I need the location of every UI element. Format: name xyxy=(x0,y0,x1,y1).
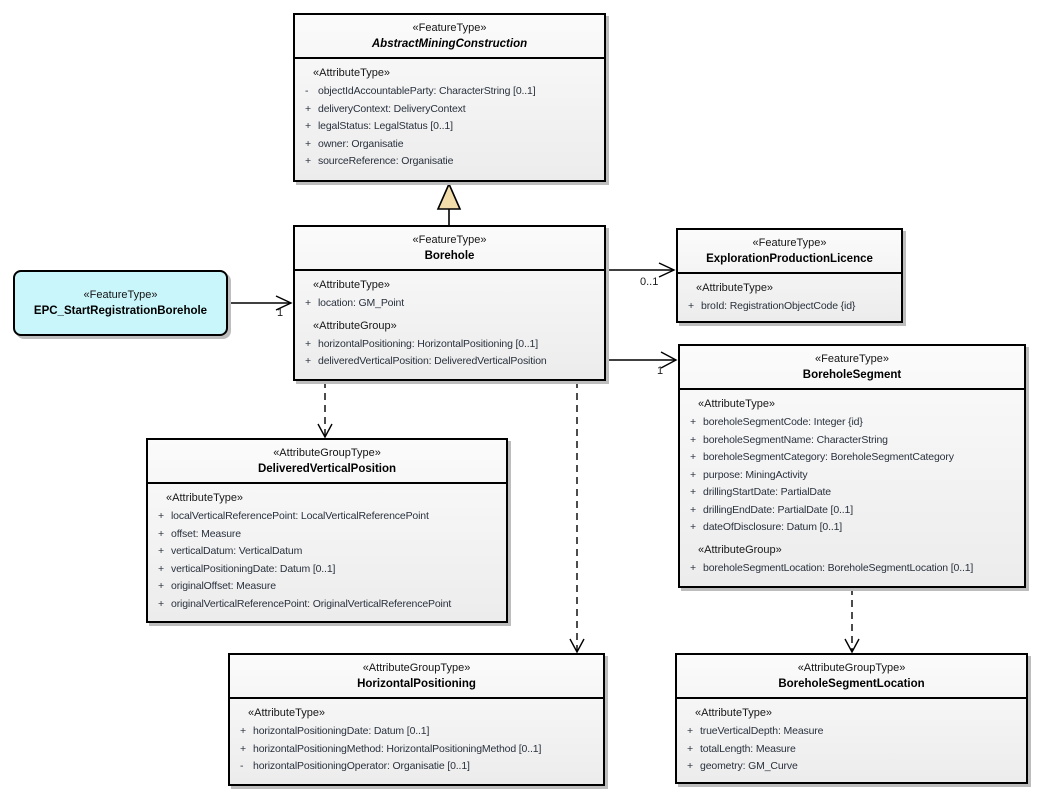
class-borehole[interactable] xyxy=(293,225,606,381)
class-stereotype: «FeatureType» xyxy=(412,22,487,34)
attribute-text: legalStatus: LegalStatus [0..1] xyxy=(318,120,453,132)
attribute-text: offset: Measure xyxy=(171,527,241,540)
visibility-marker: + xyxy=(305,120,312,132)
attribute-row xyxy=(303,295,598,313)
attribute-row xyxy=(688,449,1018,467)
attribute-row xyxy=(303,353,598,371)
multiplicity-label: 0..1 xyxy=(640,276,659,288)
class-boreholesegmentlocation[interactable] xyxy=(675,653,1028,784)
attribute-text: owner: Organisatie xyxy=(318,137,404,150)
attribute-text: purpose: MiningActivity xyxy=(703,468,808,481)
section-stereotype: «AttributeType» xyxy=(248,707,326,719)
attribute-row xyxy=(156,508,500,526)
attribute-row xyxy=(238,741,597,759)
attribute-row xyxy=(688,560,1018,578)
attribute-text: dateOfDisclosure: Datum [0..1] xyxy=(703,521,843,533)
attribute-text: geometry: GM_Curve xyxy=(700,760,798,772)
attribute-row xyxy=(238,758,597,776)
attribute-row xyxy=(303,136,598,154)
attribute-text: horizontalPositioning: HorizontalPositioning [0..1] xyxy=(318,337,538,350)
attribute-text: originalOffset: Measure xyxy=(171,580,276,592)
class-name: ExplorationProductionLicence xyxy=(706,253,873,265)
class-stereotype: «FeatureType» xyxy=(83,288,158,301)
attribute-row xyxy=(303,118,598,136)
attribute-row xyxy=(686,298,895,316)
attribute-row xyxy=(156,561,500,579)
attribute-text: localVerticalReferencePoint: LocalVerticalReferencePoint xyxy=(171,510,429,522)
association-borehole-to-segment[interactable] xyxy=(606,352,676,368)
visibility-marker: + xyxy=(690,416,697,428)
attribute-text: totalLength: Measure xyxy=(700,742,796,755)
attribute-row xyxy=(688,414,1018,432)
attributes-compartment xyxy=(148,484,506,619)
multiplicity-label: 1 xyxy=(657,365,664,377)
attribute-text: broId: RegistrationObjectCode {id} xyxy=(701,300,856,312)
class-name: DeliveredVerticalPosition xyxy=(257,463,397,475)
class-stereotype: «AttributeGroupType» xyxy=(797,662,906,674)
class-name: EPC_StartRegistrationBorehole xyxy=(33,304,208,317)
class-abstract-mining-construction[interactable] xyxy=(293,13,606,182)
attribute-text: boreholeSegmentLocation: BoreholeSegmentLocation [0..1] xyxy=(703,561,974,574)
dependency-borehole-to-horizontalpositioning[interactable] xyxy=(570,381,584,652)
attributes-compartment xyxy=(678,274,901,322)
attribute-row xyxy=(303,101,598,119)
attributes-compartment xyxy=(295,59,604,177)
class-name: Borehole xyxy=(424,250,475,262)
class-header xyxy=(677,655,1026,699)
visibility-marker: + xyxy=(158,580,165,592)
class-header xyxy=(295,15,604,59)
attribute-row xyxy=(685,723,1020,741)
attribute-row xyxy=(156,578,500,596)
dependency-borehole-to-deliveredverticalposition[interactable] xyxy=(318,381,332,437)
visibility-marker: + xyxy=(305,297,312,309)
attributes-compartment xyxy=(230,699,603,782)
class-header xyxy=(680,346,1024,390)
attribute-row xyxy=(685,741,1020,759)
visibility-marker: + xyxy=(240,742,247,755)
attribute-text: sourceReference: Organisatie xyxy=(318,155,454,167)
multiplicity-label: 1 xyxy=(277,307,284,319)
class-header xyxy=(678,230,901,274)
attributes-compartment xyxy=(295,271,604,377)
section-stereotype: «AttributeType» xyxy=(696,282,774,294)
class-boreholesegment[interactable] xyxy=(678,344,1026,588)
dependency-segment-to-segmentlocation[interactable] xyxy=(845,588,859,652)
attribute-text: verticalPositioningDate: Datum [0..1] xyxy=(171,562,336,575)
class-header xyxy=(148,440,506,484)
class-stereotype: «AttributeGroupType» xyxy=(273,447,381,459)
association-borehole-to-licence[interactable] xyxy=(606,263,674,277)
class-name: BoreholeSegment xyxy=(802,369,902,381)
attribute-text: originalVerticalReferencePoint: OriginalVerticalReferencePoint xyxy=(171,597,452,610)
attribute-text: deliveredVerticalPosition: DeliveredVerticalPosition xyxy=(318,355,547,367)
attribute-row xyxy=(303,153,598,171)
section-stereotype: «AttributeType» xyxy=(695,707,773,719)
visibility-marker: + xyxy=(158,562,165,575)
visibility-marker: + xyxy=(690,468,697,481)
class-deliveredverticalposition[interactable] xyxy=(146,438,508,623)
visibility-marker: + xyxy=(158,597,165,610)
attribute-row xyxy=(688,432,1018,450)
section-stereotype: «AttributeType» xyxy=(698,398,776,410)
section-stereotype: «AttributeType» xyxy=(313,279,391,291)
class-header xyxy=(230,655,603,699)
attribute-text: horizontalPositioningMethod: HorizontalPositioningMethod [0..1] xyxy=(253,742,542,755)
attribute-row xyxy=(303,83,598,101)
visibility-marker: + xyxy=(690,486,697,498)
class-epc-startregistrationborehole[interactable] xyxy=(13,270,228,336)
class-horizontalpositioning[interactable] xyxy=(228,653,605,786)
visibility-marker: - xyxy=(240,760,244,772)
visibility-marker: + xyxy=(240,725,247,737)
attributes-compartment xyxy=(677,699,1026,782)
attribute-row xyxy=(156,526,500,544)
visibility-marker: + xyxy=(158,545,165,557)
attribute-row xyxy=(688,502,1018,520)
visibility-marker: + xyxy=(690,451,697,463)
class-name: HorizontalPositioning xyxy=(357,678,476,690)
attribute-text: horizontalPositioningDate: Datum [0..1] xyxy=(253,725,430,737)
attribute-text: horizontalPositioningOperator: Organisatie [0..1] xyxy=(253,760,470,772)
attribute-text: boreholeSegmentCategory: BoreholeSegmentCategory xyxy=(703,451,954,463)
attribute-row xyxy=(688,467,1018,485)
section-stereotype: «AttributeType» xyxy=(313,67,391,79)
visibility-marker: + xyxy=(158,527,165,540)
section-stereotype: «AttributeGroup» xyxy=(698,543,782,556)
attributes-compartment xyxy=(680,390,1024,583)
class-name: AbstractMiningConstruction xyxy=(371,38,528,50)
visibility-marker: + xyxy=(305,155,312,167)
visibility-marker: + xyxy=(158,510,165,522)
attribute-text: deliveryContext: DeliveryContext xyxy=(318,102,466,115)
attribute-text: objectIdAccountableParty: CharacterString [0..1] xyxy=(318,85,536,97)
visibility-marker: + xyxy=(305,102,312,115)
class-stereotype: «FeatureType» xyxy=(412,234,487,246)
visibility-marker: + xyxy=(690,503,697,516)
attribute-text: boreholeSegmentName: CharacterString xyxy=(703,433,888,446)
attribute-row xyxy=(688,484,1018,502)
visibility-marker: + xyxy=(688,300,695,312)
visibility-marker: + xyxy=(305,355,312,367)
generalization-connector[interactable] xyxy=(438,184,460,225)
attribute-row xyxy=(688,519,1018,537)
attribute-row xyxy=(238,723,597,741)
attribute-row xyxy=(303,336,598,354)
visibility-marker: + xyxy=(305,337,312,350)
section-stereotype: «AttributeGroup» xyxy=(313,319,397,332)
class-stereotype: «FeatureType» xyxy=(815,353,889,365)
attribute-text: boreholeSegmentCode: Integer {id} xyxy=(703,416,863,428)
visibility-marker: + xyxy=(690,521,697,533)
attribute-text: drillingEndDate: PartialDate [0..1] xyxy=(703,503,853,516)
attribute-text: trueVerticalDepth: Measure xyxy=(700,725,824,737)
class-name: BoreholeSegmentLocation xyxy=(778,678,925,690)
generalization-triangle-icon xyxy=(438,184,460,209)
attribute-row xyxy=(685,758,1020,776)
class-explorationproductionlicence[interactable] xyxy=(676,228,903,323)
attribute-row xyxy=(156,596,500,614)
visibility-marker: + xyxy=(687,725,694,737)
visibility-marker: + xyxy=(687,760,694,772)
attribute-text: verticalDatum: VerticalDatum xyxy=(171,545,303,557)
visibility-marker: + xyxy=(687,742,694,755)
attribute-row xyxy=(156,543,500,561)
attribute-text: drillingStartDate: PartialDate xyxy=(703,486,831,498)
attribute-text: location: GM_Point xyxy=(318,297,405,309)
visibility-marker: - xyxy=(305,85,309,97)
section-stereotype: «AttributeType» xyxy=(166,492,244,504)
visibility-marker: + xyxy=(305,137,312,150)
class-stereotype: «AttributeGroupType» xyxy=(362,662,471,674)
visibility-marker: + xyxy=(690,433,697,446)
class-header xyxy=(295,227,604,271)
visibility-marker: + xyxy=(690,561,697,574)
class-stereotype: «FeatureType» xyxy=(752,237,827,249)
